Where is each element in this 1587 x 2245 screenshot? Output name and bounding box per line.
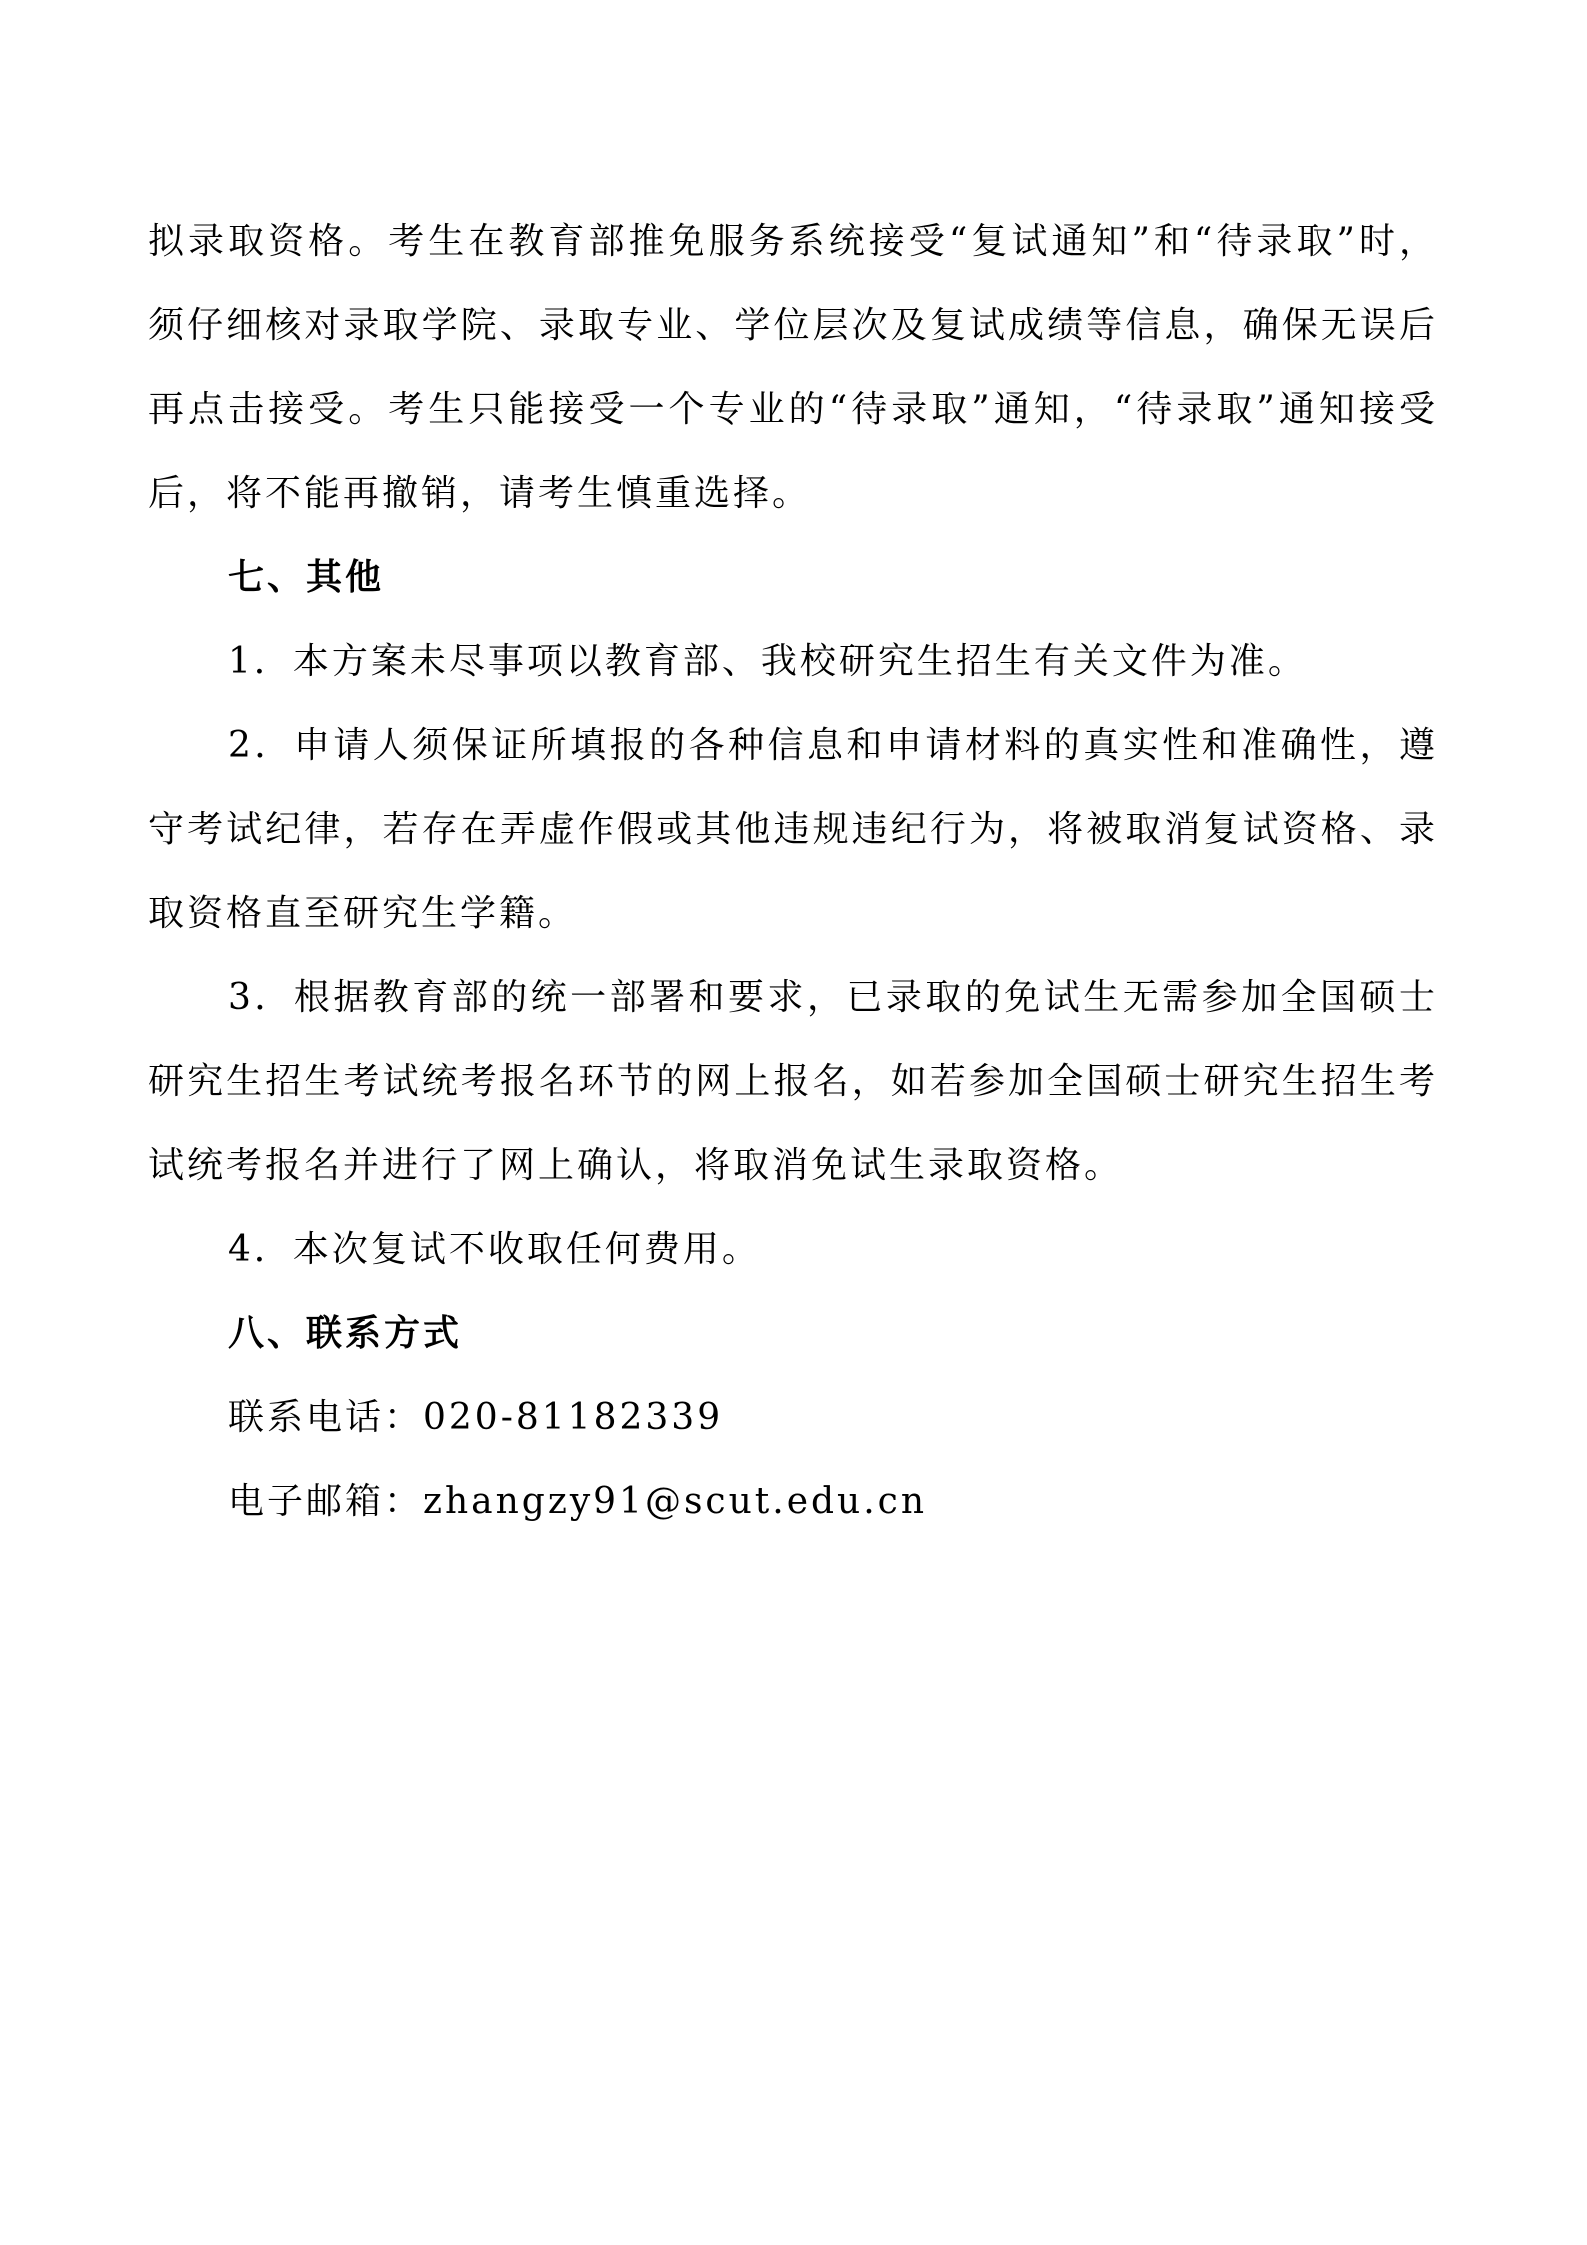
contact-email: 电子邮箱：zhangzy91@scut.edu.cn [228,1481,928,1522]
list-item: 1．本方案未尽事项以教育部、我校研究生招生有关文件为准。 [228,641,1307,682]
section-heading-contact: 八、联系方式 [228,1313,463,1354]
continuation-paragraph: 拟录取资格。考生在教育部推免服务系统接受“复试通知”和“待录取”时，须仔细核对录取学院、录取专业、学位层次及复试成绩等信息，确保无误后再点击接受。考生只能接受一个专业的“待录取”通知，“待录取”通知接受后，将不能再撤销，请考生慎重选择。 [148,221,1438,514]
list-item: 4．本次复试不收取任何费用。 [228,1229,761,1270]
list-item: 3．根据教育部的统一部署和要求，已录取的免试生无需参加全国硕士研究生招生考试统考报名环节的网上报名，如若参加全国硕士研究生招生考试统考报名并进行了网上确认，将取消免试生录取资格。 [148,977,1438,1186]
section-heading-other: 七、其他 [228,557,385,598]
list-item: 2．申请人须保证所填报的各种信息和申请材料的真实性和准确性，遵守考试纪律，若存在弄虚作假或其他违规违纪行为，将被取消复试资格、录取资格直至研究生学籍。 [148,725,1438,934]
contact-phone: 联系电话：020-81182339 [228,1397,724,1438]
document-body [148,200,1438,1544]
